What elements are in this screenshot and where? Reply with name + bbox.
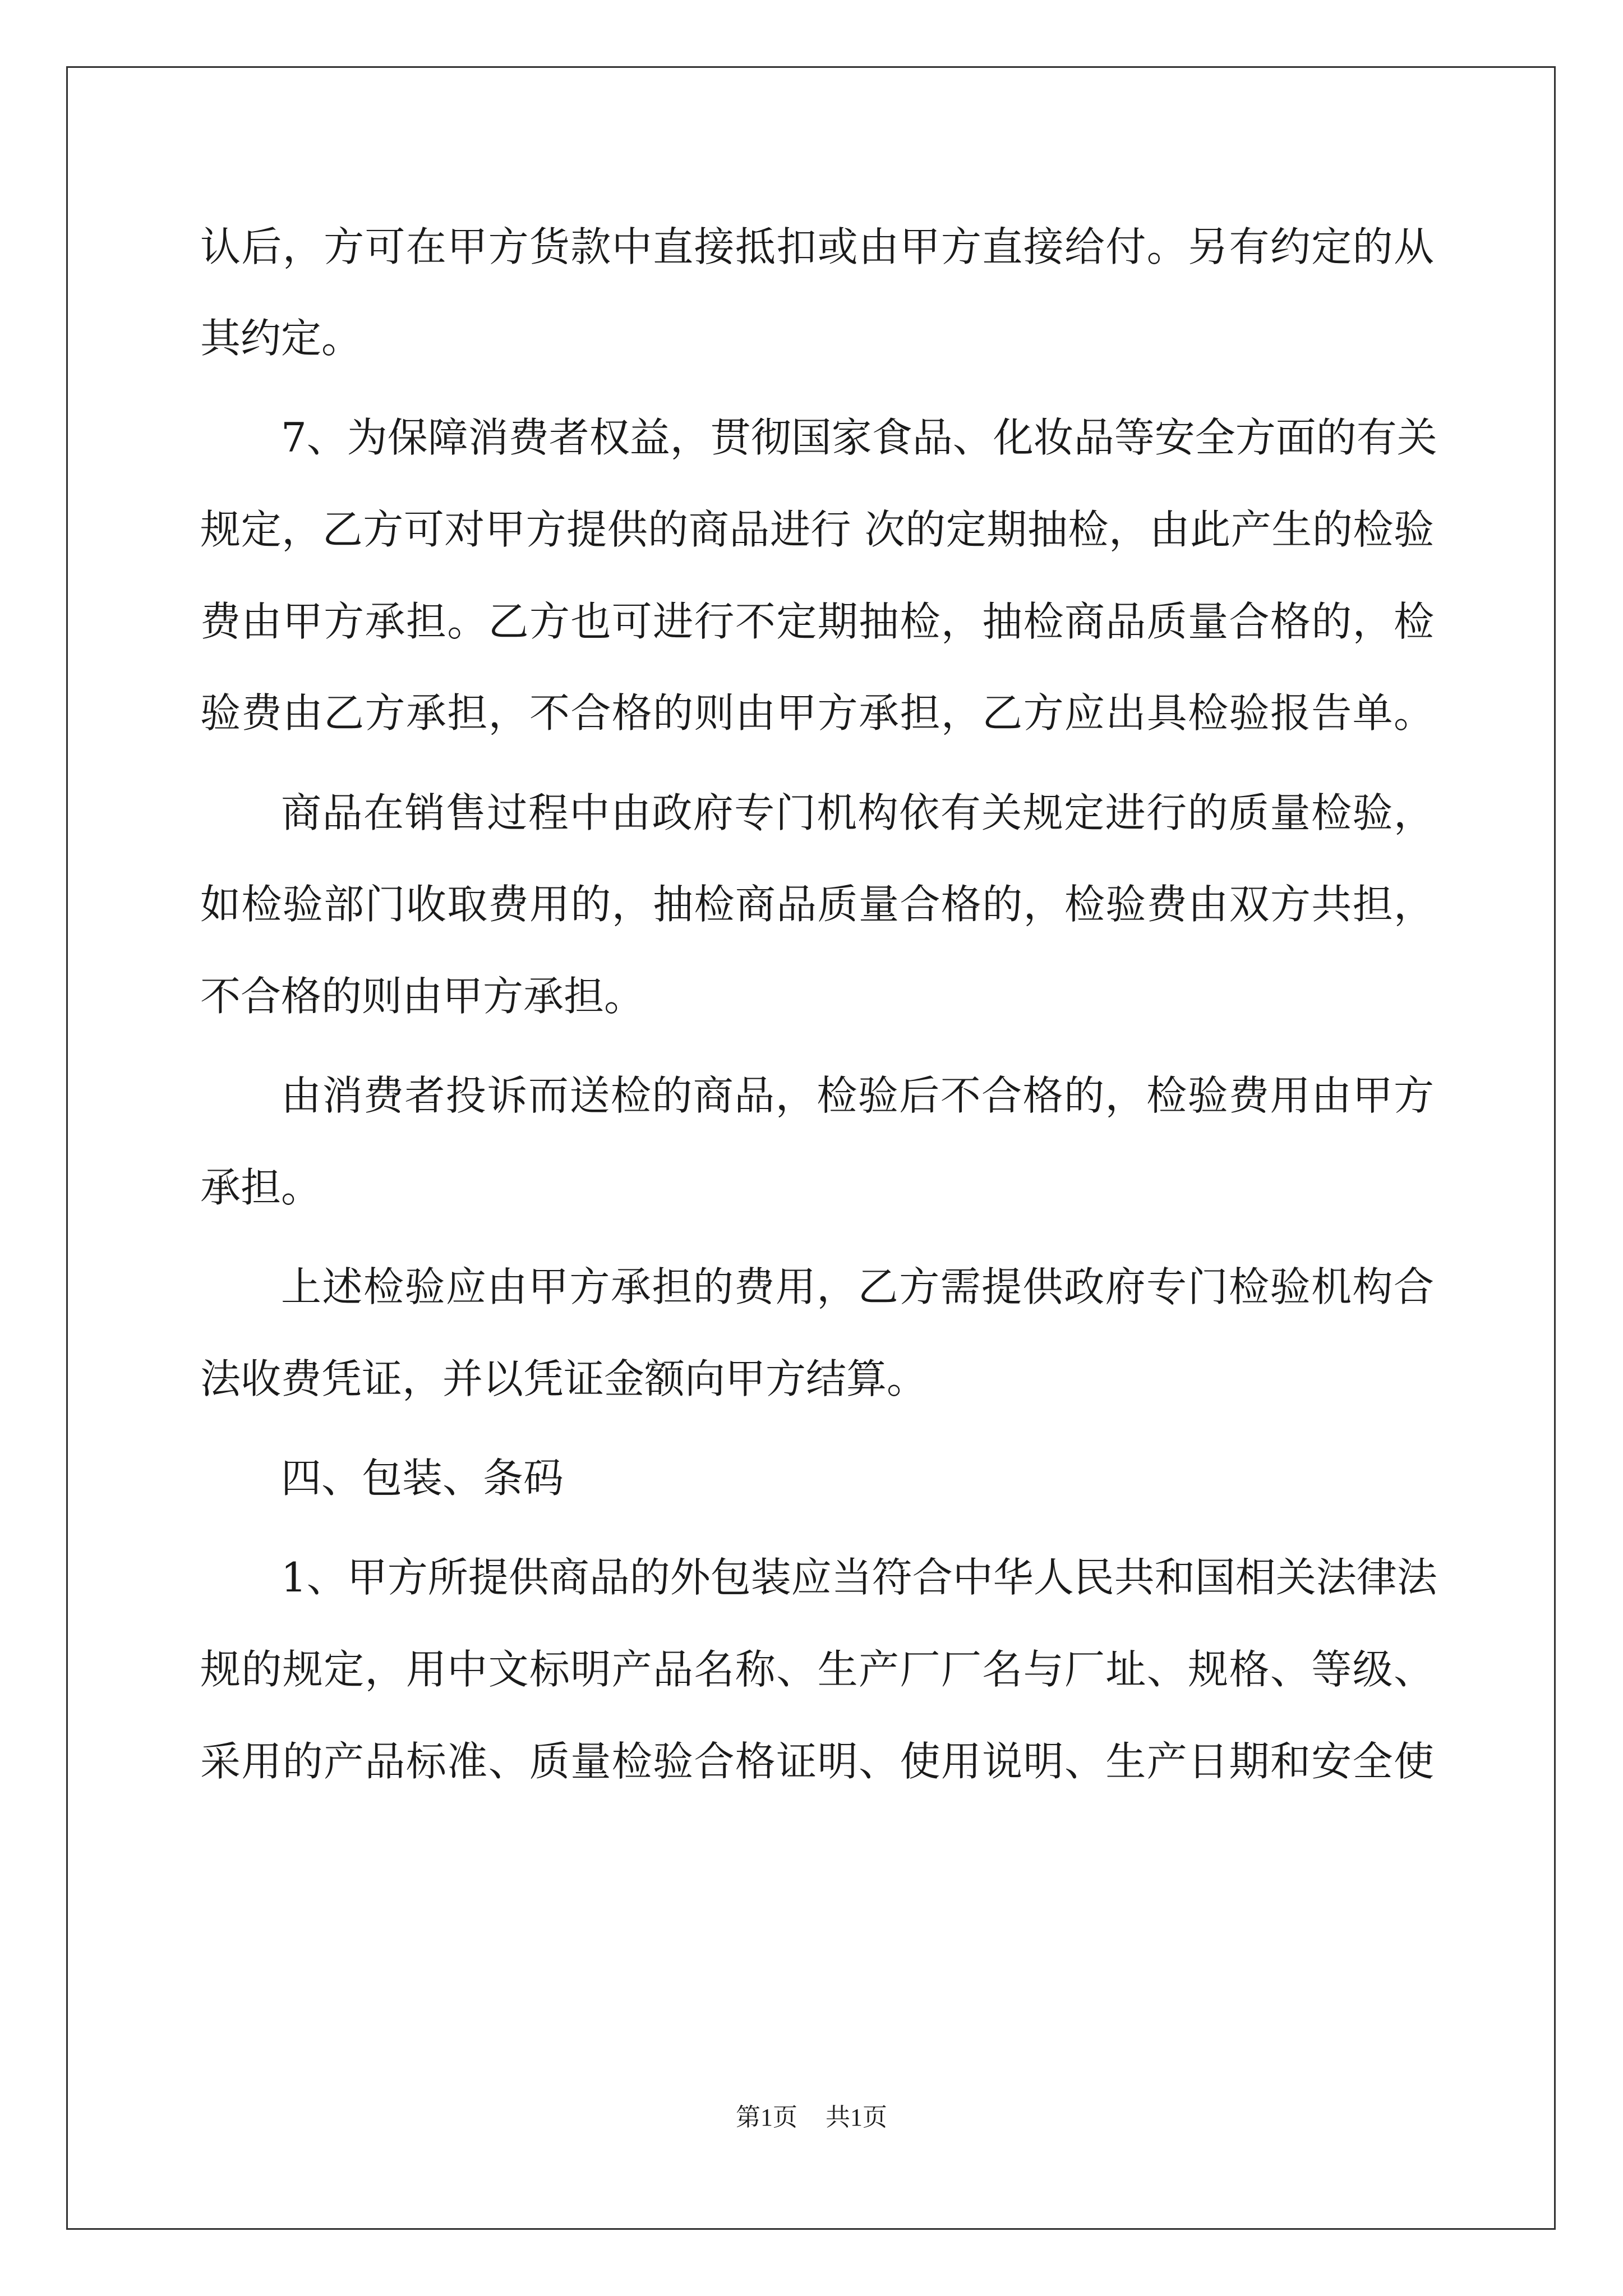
text-line-8: 如检验部门收取费用的，抽检商品质量合格的，检验费由双方共担， [200,881,1434,928]
text-line-4: 规定，乙方可对甲方提供的商品进行 次的定期抽检，由此产生的检验 [200,506,1434,553]
page-border [66,66,1556,2230]
text-line-9: 不合格的则由甲方承担。 [200,973,645,1020]
text-line-15: 1、甲方所提供商品的外包装应当符合中华人民共和国相关法律法 [281,1554,1437,1601]
text-line-7: 商品在销售过程中由政府专门机构依有关规定进行的质量检验， [281,789,1434,836]
page-number: 第1页 [736,2104,797,2131]
page-footer [0,2101,1623,2134]
text-line-16: 规的规定，用中文标明产品名称、生产厂厂名与厂址、规格、等级、 [200,1646,1434,1693]
text-line-3: 7、为保障消费者权益，贯彻国家食品、化妆品等安全方面的有关 [281,414,1437,461]
section-heading: 四、包装、条码 [281,1455,564,1502]
text-line-11: 承担。 [200,1164,322,1211]
text-line-12: 上述检验应由甲方承担的费用，乙方需提供政府专门检验机构合 [281,1263,1434,1310]
text-line-10: 由消费者投诉而送检的商品，检验后不合格的，检验费用由甲方 [281,1072,1434,1119]
text-line-5: 费由甲方承担。乙方也可进行不定期抽检，抽检商品质量合格的，检 [200,598,1434,645]
text-line-17: 采用的产品标准、质量检验合格证明、使用说明、生产日期和安全使 [200,1738,1434,1785]
text-line-1: 认后，方可在甲方货款中直接抵扣或由甲方直接给付。另有约定的从 [200,223,1434,270]
text-line-13: 法收费凭证，并以凭证金额向甲方结算。 [200,1355,928,1402]
page-total: 共1页 [826,2104,887,2131]
text-line-2: 其约定。 [200,315,362,362]
text-line-6: 验费由乙方承担，不合格的则由甲方承担，乙方应出具检验报告单。 [200,689,1434,737]
